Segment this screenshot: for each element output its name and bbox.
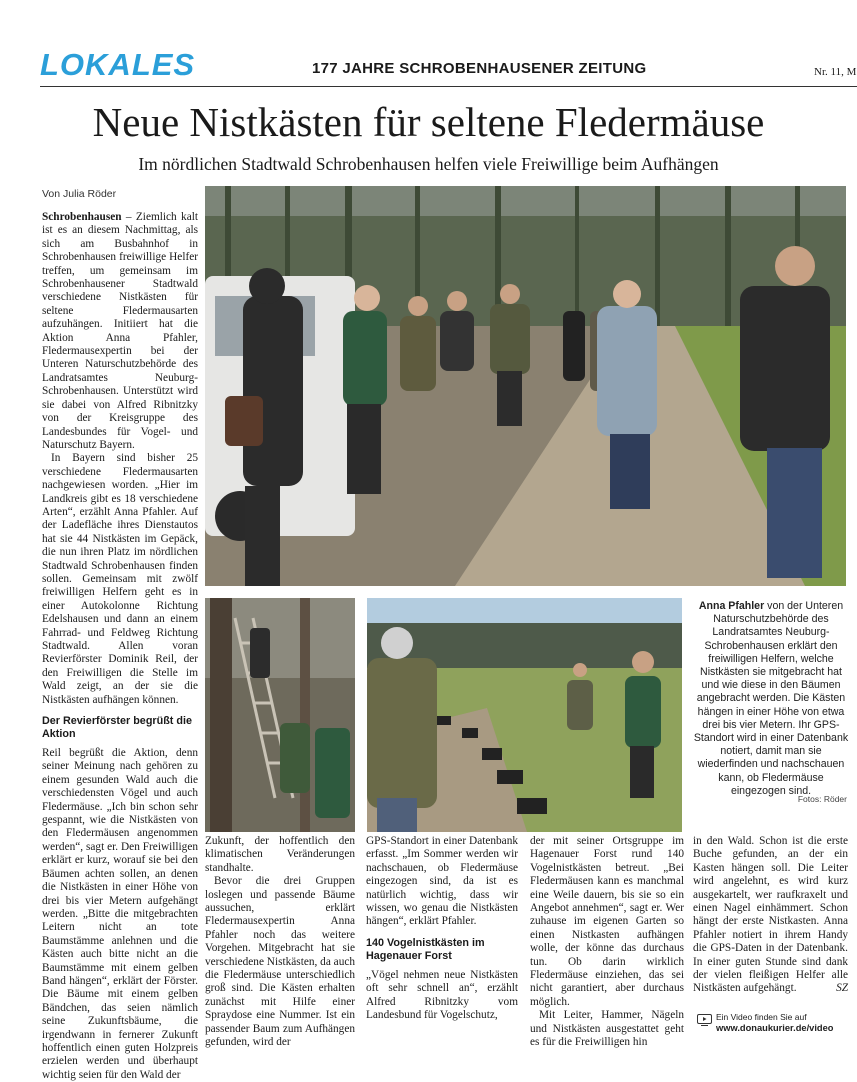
paragraph: GPS-Standort in einer Datenbank erfasst. „Im Sommer werden wir nachschauen, ob Fledermäuse eingezogen sind, da ist es natürlich wichtig, dass wir wissen, wo genau die Nistkästen hängen“, erklärt Pfahler. [366,835,518,928]
ladder-photo [205,598,355,832]
article-subline: Im nördlichen Stadtwald Schrobenhausen helfen viele Freiwillige beim Aufhängen [138,154,719,174]
issue-number: Nr. 11, M [814,66,857,78]
caption-name: Anna Pfahler [698,600,765,612]
article-column-5 [693,835,848,1001]
article-byline: Von Julia Röder [42,188,117,200]
paragraph: „Vögel nehmen neue Nistkästen oft sehr schnell an“, erzählt Alfred Ribnitzky vom Landesbund für Vogelschutz, [366,968,518,1022]
main-photo-group [205,186,846,586]
paragraph: in den Wald. Schon ist die erste Buche gefunden, an der ein Kasten hängen soll. Die Leiter wird angelehnt, es wird kurz ausgekartelt, wer raufkraxelt und einen Nagel einhämmert. Schon hängt der erste Nistkasten. Anna Pfahler notiert in ihrem Handy die GPS-Daten in der Datenbank. In einer guten Stunde sind dank der vielen fleißigen Helfer alle Nistkästen aufgehängt. [693,835,848,995]
video-hint-text: Ein Video finden Sie auf [716,1012,807,1022]
section-kicker: LOKALES [40,47,196,82]
article-column-3 [366,835,518,1046]
anniversary-banner: 177 JAHRE SCHROBENHAUSENER ZEITUNG [312,60,647,77]
video-link[interactable]: www.donaukurier.de/video [716,1023,834,1033]
paragraph: Mit Leiter, Hammer, Nägeln und Nistkästen ausgestattet geht es für die Freiwilligen hin [530,1009,684,1049]
paragraph: Bevor die drei Gruppen loslegen und passende Bäume aussuchen, erklärt Fledermausexpertin Anna Pfahler noch das weitere Vorgehen. Mitgebracht hat sie verschiedene Nistkästen, da auch die Fledermäuse unterschiedlich groß sind. Die Kästen erhalten zunächst mit Hilfe einer Spraydose eine Nummer. Ist ein passender Baum zum Aufhängen gefunden, wird der [205,875,355,1049]
nistkaesten-photo [367,598,682,832]
photo-caption [693,600,849,798]
paragraph: der mit seiner Ortsgruppe im Hagenauer Forst rund 140 Vogelnistkästen betreut. „Bei Fledermäusen kann es manchmal eine Weile dauern, bis sie so ein Angebot annehmen“, sagt er. Wer zuhause im eigenen Garten so einen Nistkasten aufhängen wolle, der könne das durchaus tun. Ob darin wirklich Fledermäuse einziehen, das sei nicht garantiert, aber durchaus möglich. [530,835,684,1008]
photo-credit: Fotos: Röder [797,794,847,804]
dateline: Schrobenhausen [42,211,122,223]
article-column-1 [42,211,198,1081]
paragraph: Reil begrüßt die Aktion, denn seiner Meinung nach gehören zu einem gesunden Wald auch die verschiedensten Vögel und auch Fledermäuse. „Ich bin schon sehr gespannt, wie die Nistkästen von den Fledermäusen angenommen werden“, sagt er. Den Freiwilligen erklärt er kurz, worauf sie bei den Bäumen achten sollen, an denen die Nistkästen in einer Höhe von drei bis vier Metern aufgehängt werden. „Bitte die mitgebrachten Leitern nicht an tote Baumstämme anlehnen und die Kästen auch bitte nicht an die Baumstämme mit einem gelben Band hängen“, erklärt der Förster. Die Bäume mit einem gelben Bändchen, das seien nämlich seine Zukunftsbäume, die irgendwann in fernerer Zukunft hoffentlich einen guten Holzpreis erzielen werden und überhaupt wichtig seien für den Wald der [42,747,198,1081]
subheading: Der Revierförster begrüßt die Aktion [42,715,192,741]
header-rule [40,86,857,87]
paragraph: In Bayern sind bisher 25 verschiedene Fledermausarten nachgewiesen worden. „Hier im Landkreis gibt es 18 verschiedene Arten“, erzählt Anna Pfahler. Auf der Ladefläche ihres Dienstautos hat sie 44 Nistkästen im Gepäck, die nun ihren Platz im nördlichen Stadtwald Schrobenhausen finden sollen. Gemeinsam mit zwölf freiwilligen Helfern geht es in einer Autokolonne Richtung Edelshausen und dann an einem Fahrrad- und Feldweg Richtung Stadtwald. Allen voran Revierförster Dominik Reil, der den Freiwilligen die Stelle im Wald zeigt, an der sie die Nistkästen aufhängen können. [42,452,198,706]
subheading: 140 Vogelnistkästen im Hagenauer Forst [366,936,485,962]
article-headline: Neue Nistkästen für seltene Fledermäuse [92,99,765,145]
author-signature: SZ [836,982,848,995]
paragraph: Zukunft, der hoffentlich den klimatischen Veränderungen standhalte. [205,835,355,874]
article-column-2 [205,835,355,1049]
paragraph: – Ziemlich kalt ist es an diesem Nachmittag, als sich am Busbahnhof in Schrobenhausen freiwillige Helfer treffen, um gemeinsam im Schrobenhausener Stadtwald verschiedene Nistkästen für seltene Fledermausarten aufzuhängen. Initiiert hat die Aktion Anna Pfahler, Fledermausexpertin bei der Unteren Naturschutzbehörde des Landratsamtes Neuburg-Schrobenhausen. Unterstützt wird sie dabei von Alfred Ribnitzky von der Kreisgruppe des Landesbundes für Vogel- und Naturschutz Bayern. [42,211,198,451]
video-hint [697,1012,847,1034]
article-column-4 [530,835,684,1049]
caption-text: von der Unteren Naturschutzbehörde des Landratsamtes Neuburg-Schrobenhausen erklärt den freiwilligen Helfern, welche Nistkästen sie mitgebracht hat und wie diese in den Bäumen angebracht werden. Die Kästen hängen in einer Höhe von etwa drei bis vier Metern. Ihr GPS-Standort wird in einer Datenbank notiert, damit man sie wiederfinden und nachschauen kann, ob Fledermäuse eingezogen sind. [693,600,849,797]
